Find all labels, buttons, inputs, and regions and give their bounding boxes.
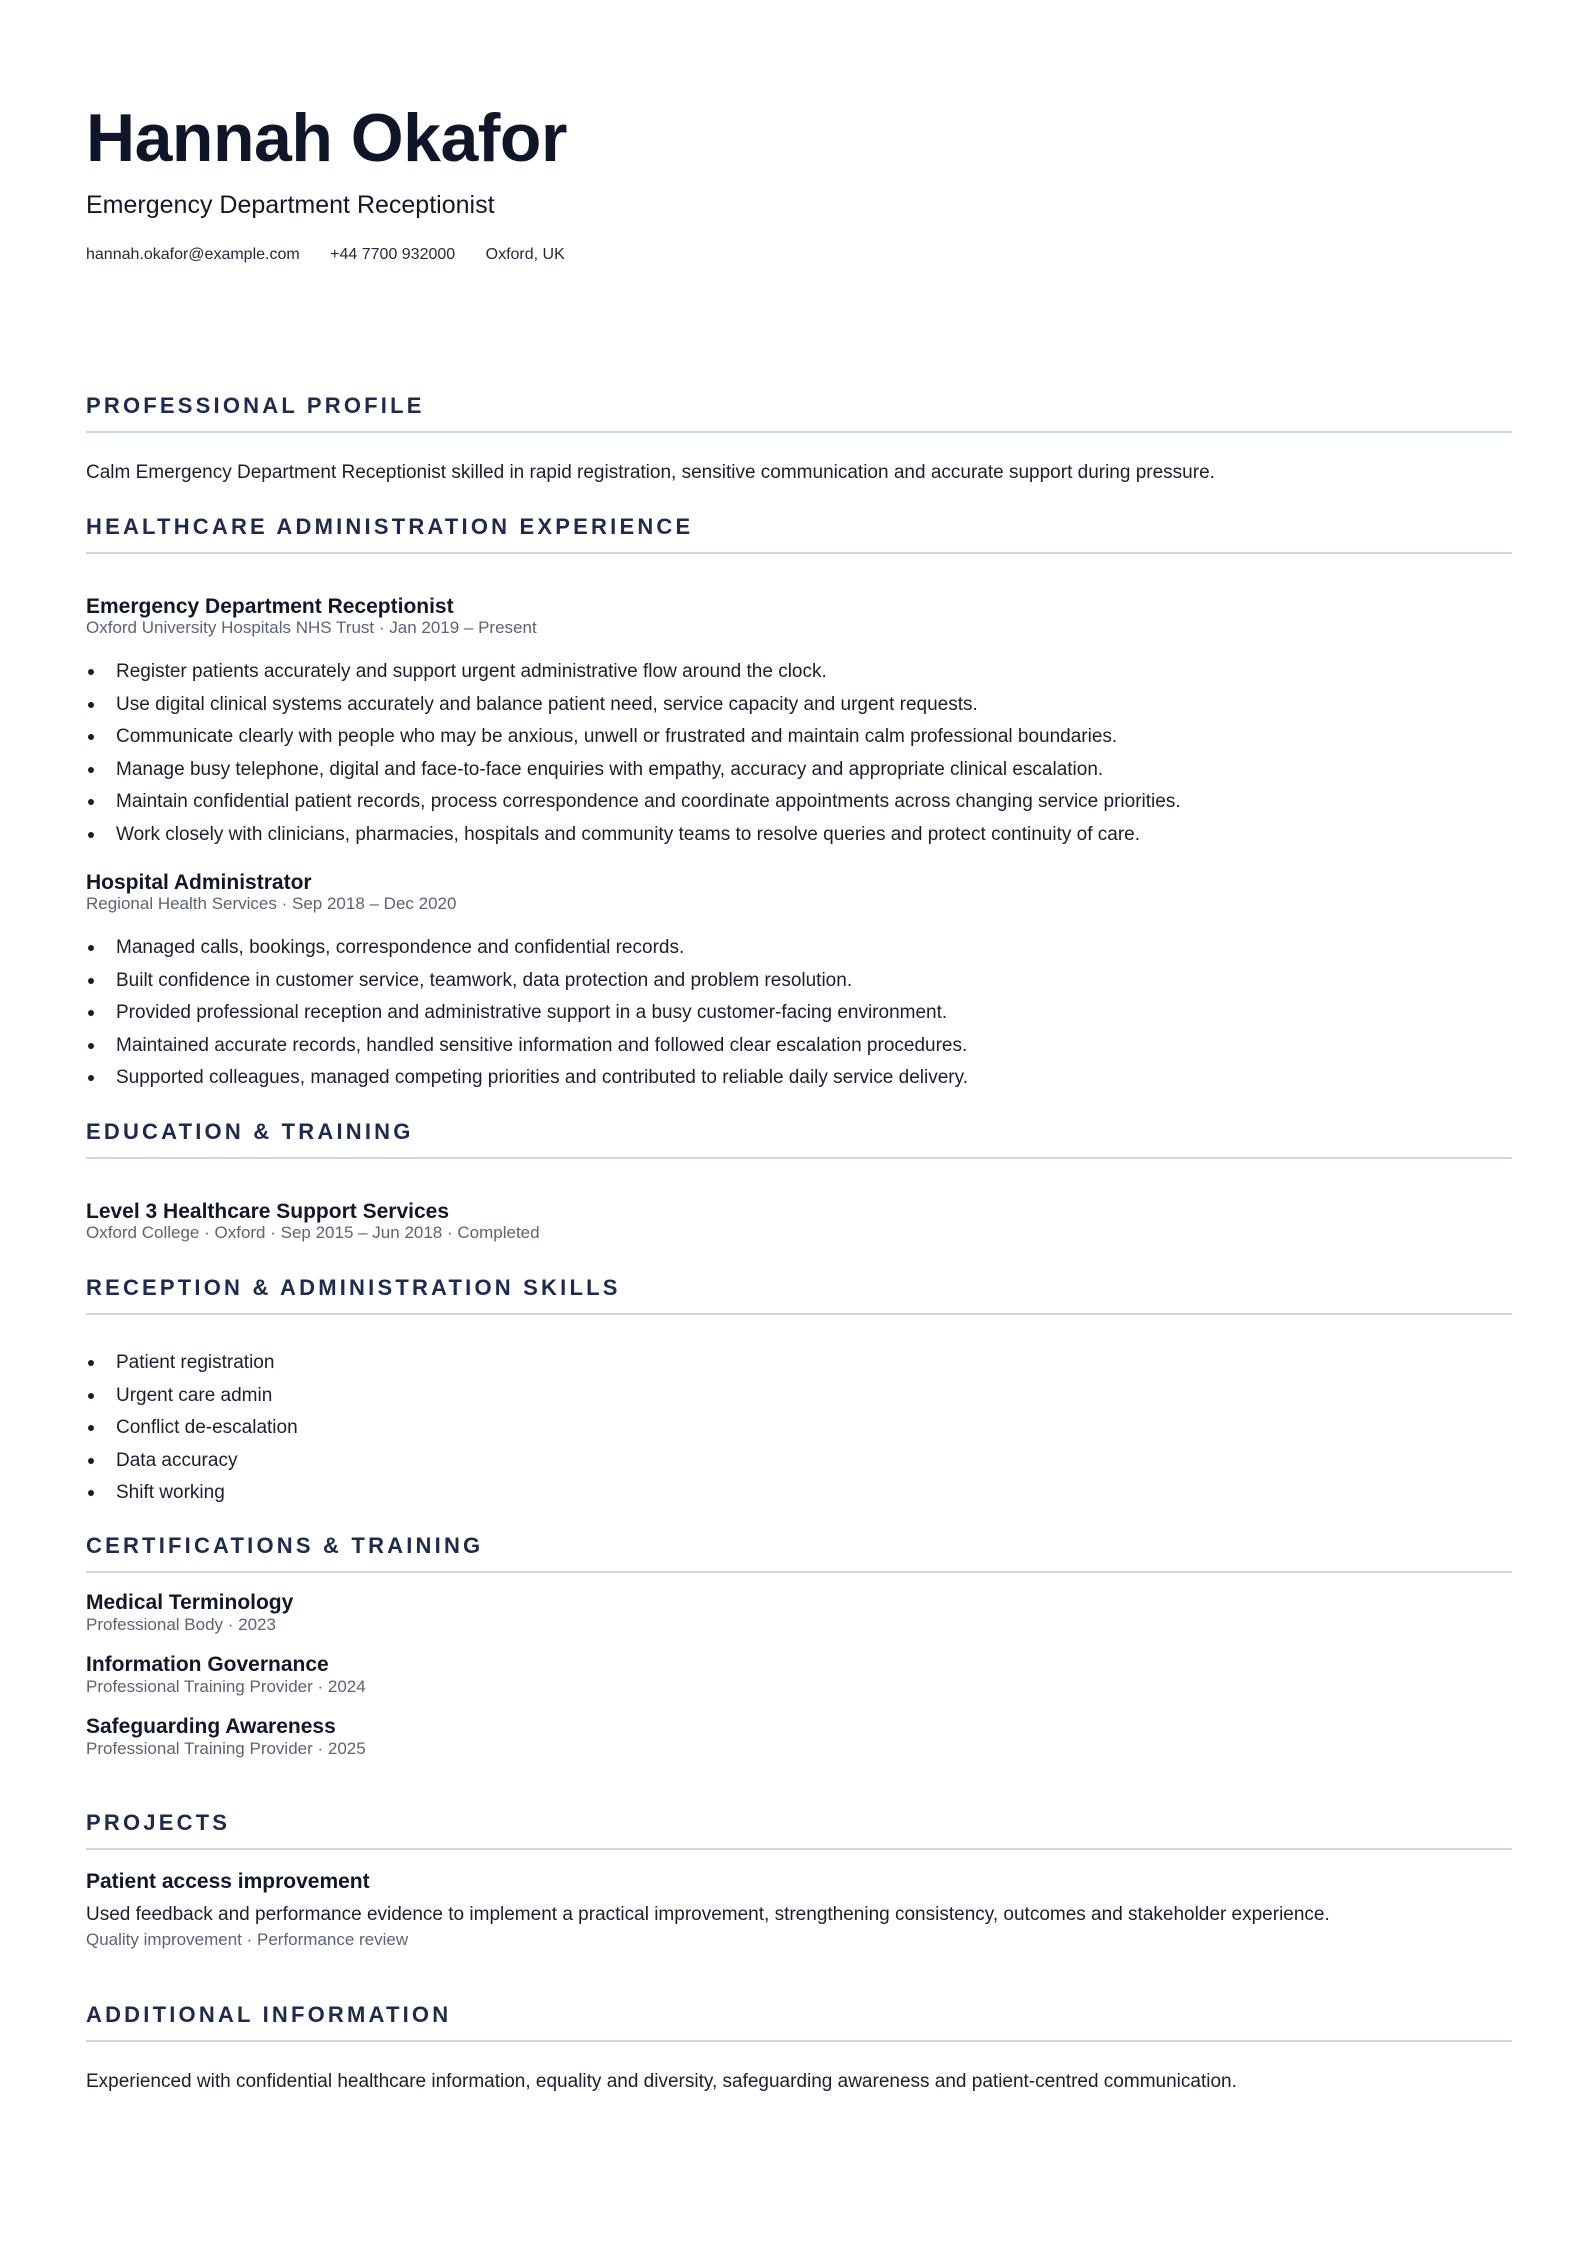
list-item: Register patients accurately and support urgent administrative flow around the clock. bbox=[86, 656, 1181, 689]
certification-meta: Professional Training Provider · 2024 bbox=[86, 1677, 366, 1696]
project-description: Used feedback and performance evidence to implement a practical improvement, strengthening consistency, outcomes and stakeholder experience. bbox=[86, 1904, 1330, 1925]
job-bullets bbox=[86, 932, 968, 1095]
section-divider bbox=[86, 1313, 1512, 1315]
section-title-certifications: CERTIFICATIONS & TRAINING bbox=[86, 1533, 484, 1558]
skill-item: Data accuracy bbox=[86, 1445, 298, 1478]
list-item: Communicate clearly with people who may be anxious, unwell or frustrated and maintain calm professional boundaries. bbox=[86, 721, 1181, 754]
section-divider bbox=[86, 2040, 1512, 2042]
section-divider bbox=[86, 431, 1512, 433]
project-name: Patient access improvement bbox=[86, 1870, 370, 1893]
certification-name: Medical Terminology bbox=[86, 1591, 294, 1614]
job-title: Emergency Department Receptionist bbox=[86, 595, 454, 618]
list-item: Maintain confidential patient records, process correspondence and coordinate appointments across changing service priorities. bbox=[86, 786, 1181, 819]
section-title-experience: HEALTHCARE ADMINISTRATION EXPERIENCE bbox=[86, 514, 694, 539]
section-divider bbox=[86, 552, 1512, 554]
job-title: Hospital Administrator bbox=[86, 871, 312, 894]
section-title-profile: PROFESSIONAL PROFILE bbox=[86, 393, 425, 418]
list-item: Managed calls, bookings, correspondence and confidential records. bbox=[86, 932, 968, 965]
section-title-additional: ADDITIONAL INFORMATION bbox=[86, 2002, 452, 2027]
contact-email: hannah.okafor@example.com bbox=[86, 246, 300, 263]
education-meta: Oxford College · Oxford · Sep 2015 – Jun 2018 · Completed bbox=[86, 1223, 540, 1242]
contact-location: Oxford, UK bbox=[485, 246, 565, 263]
job-meta: Regional Health Services · Sep 2018 – Dec 2020 bbox=[86, 894, 457, 913]
skill-item: Patient registration bbox=[86, 1347, 298, 1380]
candidate-headline: Emergency Department Receptionist bbox=[86, 191, 495, 219]
list-item: Provided professional reception and administrative support in a busy customer-facing environment. bbox=[86, 997, 968, 1030]
section-divider bbox=[86, 1848, 1512, 1850]
job-bullets bbox=[86, 656, 1181, 851]
education-name: Level 3 Healthcare Support Services bbox=[86, 1200, 449, 1223]
section-divider bbox=[86, 1157, 1512, 1159]
certification-meta: Professional Body · 2023 bbox=[86, 1615, 276, 1634]
skill-item: Conflict de-escalation bbox=[86, 1412, 298, 1445]
certification-meta: Professional Training Provider · 2025 bbox=[86, 1739, 366, 1758]
list-item: Supported colleagues, managed competing priorities and contributed to reliable daily service delivery. bbox=[86, 1062, 968, 1095]
additional-text: Experienced with confidential healthcare information, equality and diversity, safeguarding awareness and patient-centred communication. bbox=[86, 2071, 1237, 2092]
profile-text: Calm Emergency Department Receptionist skilled in rapid registration, sensitive communication and accurate support during pressure. bbox=[86, 462, 1215, 483]
skills-list bbox=[86, 1347, 298, 1510]
skill-item: Shift working bbox=[86, 1477, 298, 1510]
list-item: Work closely with clinicians, pharmacies, hospitals and community teams to resolve queries and protect continuity of care. bbox=[86, 819, 1181, 852]
list-item: Manage busy telephone, digital and face-to-face enquiries with empathy, accuracy and appropriate clinical escalation. bbox=[86, 754, 1181, 787]
list-item: Use digital clinical systems accurately and balance patient need, service capacity and urgent requests. bbox=[86, 689, 1181, 722]
list-item: Built confidence in customer service, teamwork, data protection and problem resolution. bbox=[86, 965, 968, 998]
job-meta: Oxford University Hospitals NHS Trust · Jan 2019 – Present bbox=[86, 618, 537, 637]
list-item: Maintained accurate records, handled sensitive information and followed clear escalation procedures. bbox=[86, 1030, 968, 1063]
skill-item: Urgent care admin bbox=[86, 1380, 298, 1413]
section-title-education: EDUCATION & TRAINING bbox=[86, 1119, 414, 1144]
contact-line bbox=[86, 244, 591, 266]
certification-name: Information Governance bbox=[86, 1653, 329, 1676]
project-tags: Quality improvement · Performance review bbox=[86, 1930, 409, 1949]
section-title-skills: RECEPTION & ADMINISTRATION SKILLS bbox=[86, 1275, 621, 1300]
contact-phone: +44 7700 932000 bbox=[330, 246, 456, 263]
candidate-name: Hannah Okafor bbox=[86, 100, 567, 176]
section-divider bbox=[86, 1571, 1512, 1573]
section-title-projects: PROJECTS bbox=[86, 1810, 231, 1835]
certification-name: Safeguarding Awareness bbox=[86, 1715, 336, 1738]
